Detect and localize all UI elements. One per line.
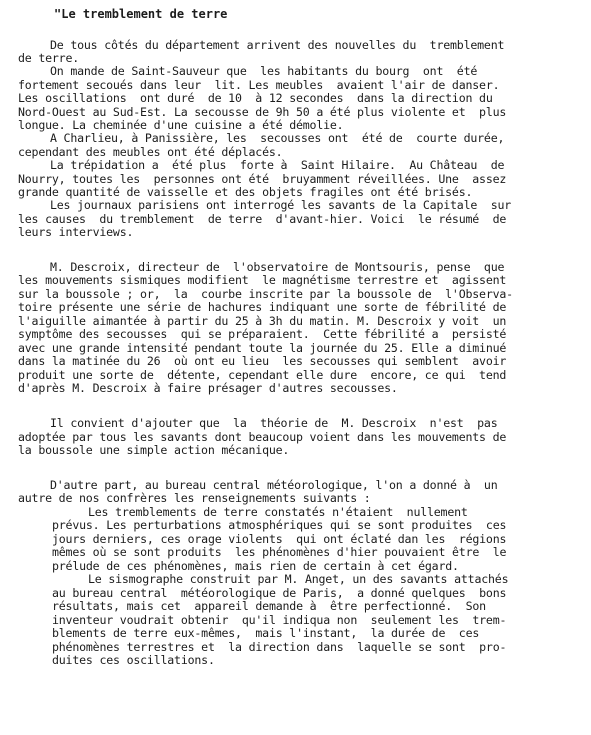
text-line: avec une grande intensité pendant toute la journée du 25. Elle a diminué (18, 341, 507, 355)
text-line: d'après M. Descroix à faire présager d'autres secousses. (18, 381, 398, 395)
text-line: autre de nos confrères les renseignements suivants : (18, 491, 371, 505)
text-line: mêmes où se sont produits les phénomènes d'hier pouvaient être le (52, 545, 507, 559)
text-line: Nourry, toutes les personnes ont été bruyamment réveillées. Une assez (18, 172, 507, 186)
text-line: fortement secoués dans leur lit. Les meubles avaient l'air de danser. (18, 78, 500, 92)
text-line: les causes du tremblement de terre d'avant-hier. Voici le résumé de (18, 212, 507, 226)
text-line: leurs interviews. (18, 225, 134, 239)
text-line: Nord-Ouest au Sud-Est. La secousse de 9h 50 a été plus violente et plus (18, 105, 507, 119)
text-line: produit une sorte de détente, cependant elle dure encore, ce qui tend (18, 368, 507, 382)
text-line: les mouvements sismiques modifient le magnétisme terrestre et agissent (18, 273, 507, 287)
text-line: Il convient d'ajouter que la théorie de M. Descroix n'est pas (50, 416, 498, 430)
text-line: inventeur voudrait obtenir qu'il indiqua non seulement les trem- (52, 613, 507, 627)
text-line: blements de terre eux-mêmes, mais l'instant, la durée de ces (52, 626, 480, 640)
text-line: adoptée par tous les savants dont beaucoup voient dans les mouvements de (18, 430, 507, 444)
text-line: D'autre part, au bureau central météorologique, l'on a donné à un (50, 478, 498, 492)
document-title: "Le tremblement de terre (54, 7, 228, 21)
text-line: toire présente une série de hachures indiquant une sorte de fébrilité de (18, 300, 507, 314)
text-line: symptôme des secousses qui se préparaient. Cette fébrilité a persisté (18, 327, 507, 341)
text-line: l'aiguille aimantée à partir du 25 à 3h du matin. M. Descroix y voit un (18, 314, 507, 328)
text-line: cependant des meubles ont été déplacés. (18, 145, 283, 159)
text-line: sur la boussole ; or, la courbe inscrite par la boussole de l'Observa- (18, 287, 513, 301)
text-line: Les oscillations ont duré de 10 à 12 secondes dans la direction du (18, 91, 493, 105)
text-line: dans la matinée du 26 où ont eu lieu les secousses qui semblent avoir (18, 354, 507, 368)
text-line: prévus. Les perturbations atmosphériques qui se sont produites ces (52, 518, 507, 532)
text-line: phénomènes terrestres et la direction dans laquelle se sont pro- (52, 640, 507, 654)
text-line: prélude de ces phénomènes, mais rien de certain à cet égard. (52, 559, 459, 573)
text-line: M. Descroix, directeur de l'observatoire de Montsouris, pense que (50, 260, 505, 274)
text-line: La trépidation a été plus forte à Saint Hilaire. Au Château de (50, 158, 505, 172)
text-line: résultats, mais cet appareil demande à être perfectionné. Son (52, 599, 486, 613)
text-line: duites ces oscillations. (52, 653, 215, 667)
text-line: Les tremblements de terre constatés n'étaient nullement (88, 505, 468, 519)
text-line: On mande de Saint-Sauveur que les habitants du bourg ont été (50, 64, 478, 78)
text-line: Le sismographe construit par M. Anget, un des savants attachés (88, 572, 509, 586)
text-line: jours derniers, ces orage violents qui ont éclaté dan les régions (52, 532, 507, 546)
text-line: De tous côtés du département arrivent des nouvelles du tremblement (50, 38, 505, 52)
text-line: grande quantité de vaisselle et des objets fragiles ont été brisés. (18, 185, 473, 199)
text-line: au bureau central météorologique de Paris, a donné quelques bons (52, 586, 507, 600)
text-line: de terre. (18, 51, 80, 65)
text-line: la boussole une simple action mécanique. (18, 443, 290, 457)
text-line: A Charlieu, à Panissière, les secousses ont été de courte durée, (50, 131, 505, 145)
text-line: Les journaux parisiens ont interrogé les savants de la Capitale sur (50, 198, 512, 212)
text-line: longue. La cheminée d'une cuisine a été démolie. (18, 118, 344, 132)
